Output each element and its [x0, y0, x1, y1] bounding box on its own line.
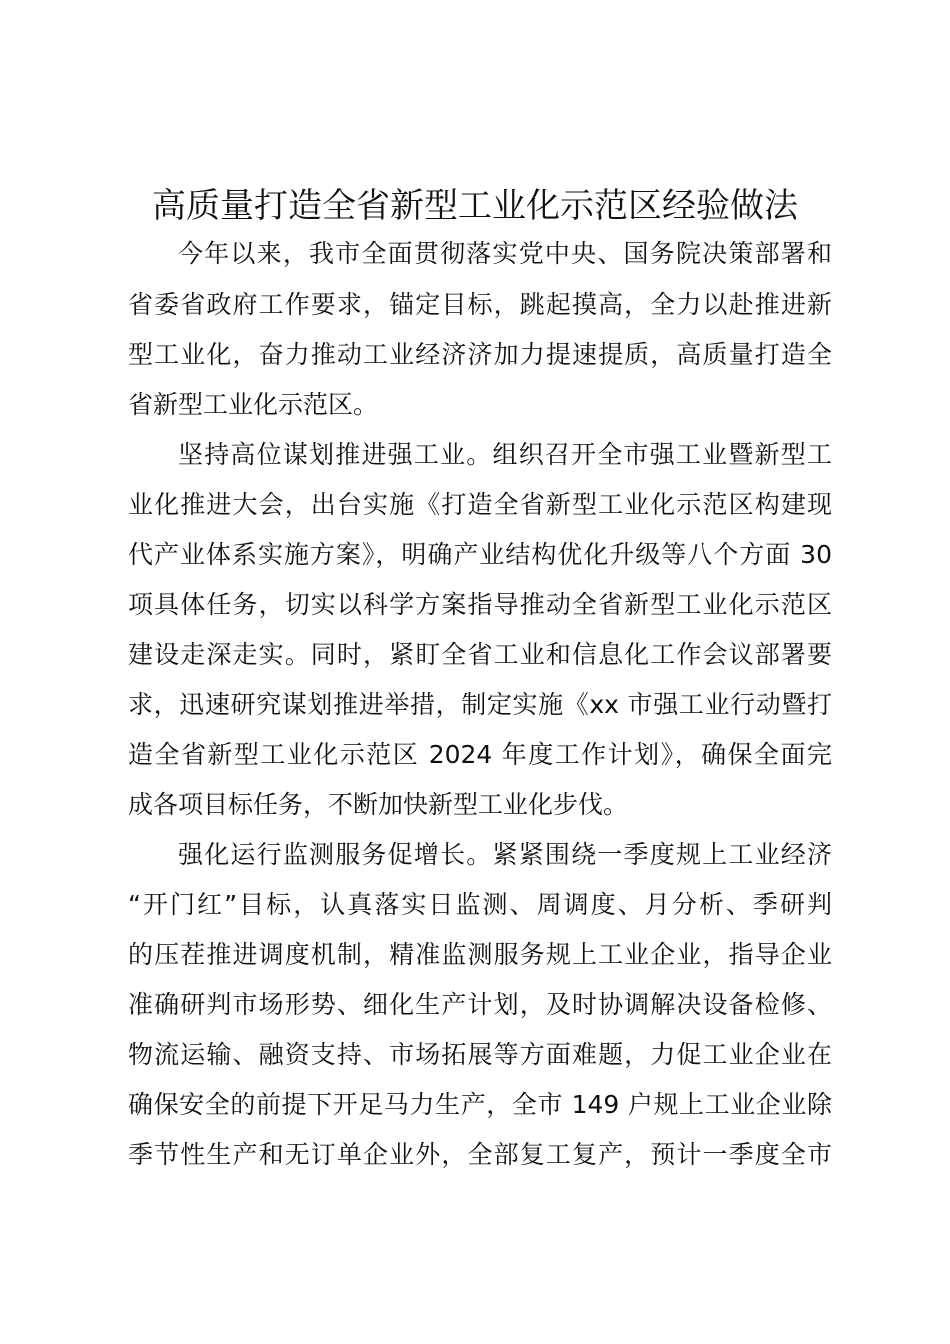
- paragraph-3-line-7: 季节性生产和无订单企业外，全部复工复产，预计一季度全市: [128, 1140, 832, 1169]
- paragraph-2-line-1: 坚持高位谋划推进强工业。组织召开全市强工业暨新型工: [178, 440, 832, 469]
- paragraph-2-line-2: 业化推进大会，出台实施《打造全省新型工业化示范区构建现: [128, 490, 832, 519]
- paragraph-2-line-3: 代产业体系实施方案》，明确产业结构优化升级等八个方面 30: [128, 540, 832, 569]
- paragraph-3-line-4: 准确研判市场形势、细化生产计划，及时协调解决设备检修、: [128, 990, 832, 1019]
- paragraph-2-line-5: 建设走深走实。同时，紧盯全省工业和信息化工作会议部署要: [128, 640, 832, 669]
- paragraph-1-line-2: 省委省政府工作要求，锚定目标，跳起摸高，全力以赴推进新: [128, 290, 832, 319]
- paragraph-2-line-6: 求，迅速研究谋划推进举措，制定实施《xx 市强工业行动暨打: [128, 690, 832, 719]
- paragraph-3-line-6: 确保安全的前提下开足马力生产，全市 149 户规上工业企业除: [128, 1090, 832, 1119]
- paragraph-3-line-2: “开门红”目标，认真落实日监测、周调度、月分析、季研判: [128, 890, 832, 919]
- paragraph-1-line-1: 今年以来，我市全面贯彻落实党中央、国务院决策部署和: [178, 239, 832, 268]
- document-title: 高质量打造全省新型工业化示范区经验做法: [152, 186, 798, 226]
- paragraph-3-line-5: 物流运输、融资支持、市场拓展等方面难题，力促工业企业在: [128, 1040, 832, 1069]
- paragraph-2-line-7: 造全省新型工业化示范区 2024 年度工作计划》，确保全面完: [128, 740, 832, 769]
- paragraph-3-line-1: 强化运行监测服务促增长。紧紧围绕一季度规上工业经济: [178, 840, 832, 869]
- paragraph-2-line-8: 成各项目标任务，不断加快新型工业化步伐。: [128, 790, 629, 819]
- paragraph-1-line-4: 省新型工业化示范区。: [128, 390, 379, 419]
- paragraph-1-line-3: 型工业化，奋力推动工业经济济加力提速提质，高质量打造全: [128, 340, 832, 369]
- paragraph-2-line-4: 项具体任务，切实以科学方案指导推动全省新型工业化示范区: [128, 590, 832, 619]
- paragraph-3-line-3: 的压茬推进调度机制，精准监测服务规上工业企业，指导企业: [128, 940, 832, 969]
